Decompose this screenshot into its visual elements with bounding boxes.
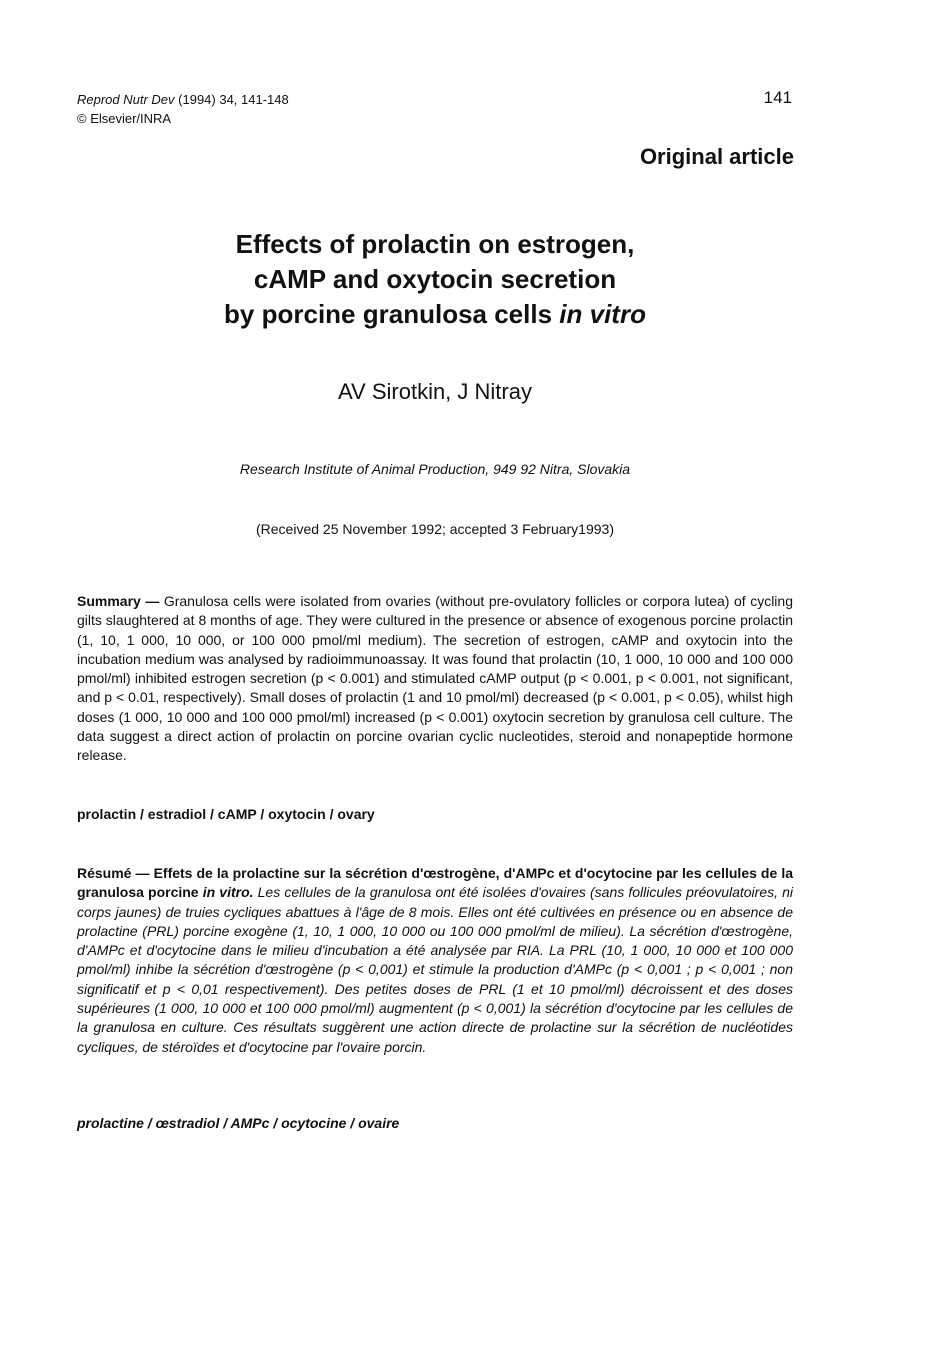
received-dates: (Received 25 November 1992; accepted 3 February1993) xyxy=(256,521,614,537)
title-line-3-italic: in vitro xyxy=(559,299,646,329)
keywords-french: prolactine / œstradiol / AMPc / ocytocine / ovaire xyxy=(77,1115,400,1131)
copyright: © Elsevier/INRA xyxy=(77,111,172,126)
summary-text: Granulosa cells were isolated from ovaries (without pre-ovulatory follicles or corpora lutea) of cycling gilts slaughtered at 8 months of age. They were cultured in the presence or absence of exogenous porcine prolactin (1, 10, 1 000, 10 000, or 100 000 pmol/ml medium). The secretion of estrogen, cAMP and oxytocin into the incubation medium was analysed by radioimmunoassay. It was found that prolactin (10, 1 000, 10 000 and 100 000 pmol/ml) inhibited estrogen secretion (p < 0.001) and stimulated cAMP output (p < 0.001, p < 0.001, not significant, and p < 0.01, respectively). Small doses of prolactin (1 and 10 pmol/ml) decreased (p < 0.001, p < 0.05), whilst high doses (1 000, 10 000 and 100 000 pmol/ml) increased (p < 0.001) oxytocin secretion by granulosa cell culture. The data suggest a direct action of prolactin on porcine ovarian cyclic nucleotides, steroid and nonapeptide hormone release. xyxy=(77,593,793,764)
summary-abstract xyxy=(77,592,793,766)
title-line-3-main: by porcine granulosa cells xyxy=(224,299,560,329)
title-line-1: Effects of prolactin on estrogen, xyxy=(235,229,635,259)
title-line-2: cAMP and oxytocin secretion xyxy=(253,264,617,294)
journal-citation xyxy=(77,91,289,108)
title-line-3 xyxy=(100,297,770,332)
resume-text: Les cellules de la granulosa ont été isolées d'ovaires (sans follicules préovulatoires, ni corps jaunes) de truies cycliques abattues à l'âge de 8 mois. Elles ont été cultivées en présence ou en absence de prolactine (PRL) porcine exogène (1, 10, 1 000, 10 000 ou 100 000 pmol/ml de milieu). La sécrétion d'œstrogène, d'AMPc et d'ocytocine dans le milieu d'incubation a été analysée par RIA. La PRL (10, 1 000, 10 000 et 100 000 pmol/ml) inhibe la sécrétion d'œstrogène (p < 0,001) et stimule la production d'AMPc (p < 0,001 ; p < 0,001 ; non significatif et p < 0,01 respectivement). Des petites doses de PRL (1 et 10 pmol/ml) décroissent et des doses supérieures (1 000, 10 000 et 100 000 pmol/ml) augmentent (p < 0,001) la sécrétion d'ocytocine par les cellules de la granulosa en culture. Ces résultats suggèrent une action directe de prolactine sur la sécrétion de nucléotides cycliques, de stéroïdes et d'ocytocine par l'ovaire porcin. xyxy=(77,884,794,1055)
journal-name: Reprod Nutr Dev xyxy=(77,92,175,107)
affiliation: Research Institute of Animal Production, 949 92 Nitra, Slovakia xyxy=(239,461,631,477)
page-number: 141 xyxy=(763,88,792,107)
article-title xyxy=(100,227,770,332)
resume-heading-italic: in vitro. xyxy=(202,884,254,901)
journal-volume-pages: (1994) 34, 141-148 xyxy=(174,92,289,107)
resume-abstract xyxy=(77,864,793,1057)
authors: AV Sirotkin, J Nitray xyxy=(338,379,532,404)
summary-heading: Summary — xyxy=(77,593,160,609)
resume-heading-text: Résumé — Effets de la prolactine sur la sécrétion d'œstrogène, d'AMPc et d'ocytocine par les cellules de la granulosa porcine xyxy=(77,865,793,901)
keywords-english: prolactin / estradiol / cAMP / oxytocin / ovary xyxy=(77,806,375,822)
article-type: Original article xyxy=(639,144,794,169)
